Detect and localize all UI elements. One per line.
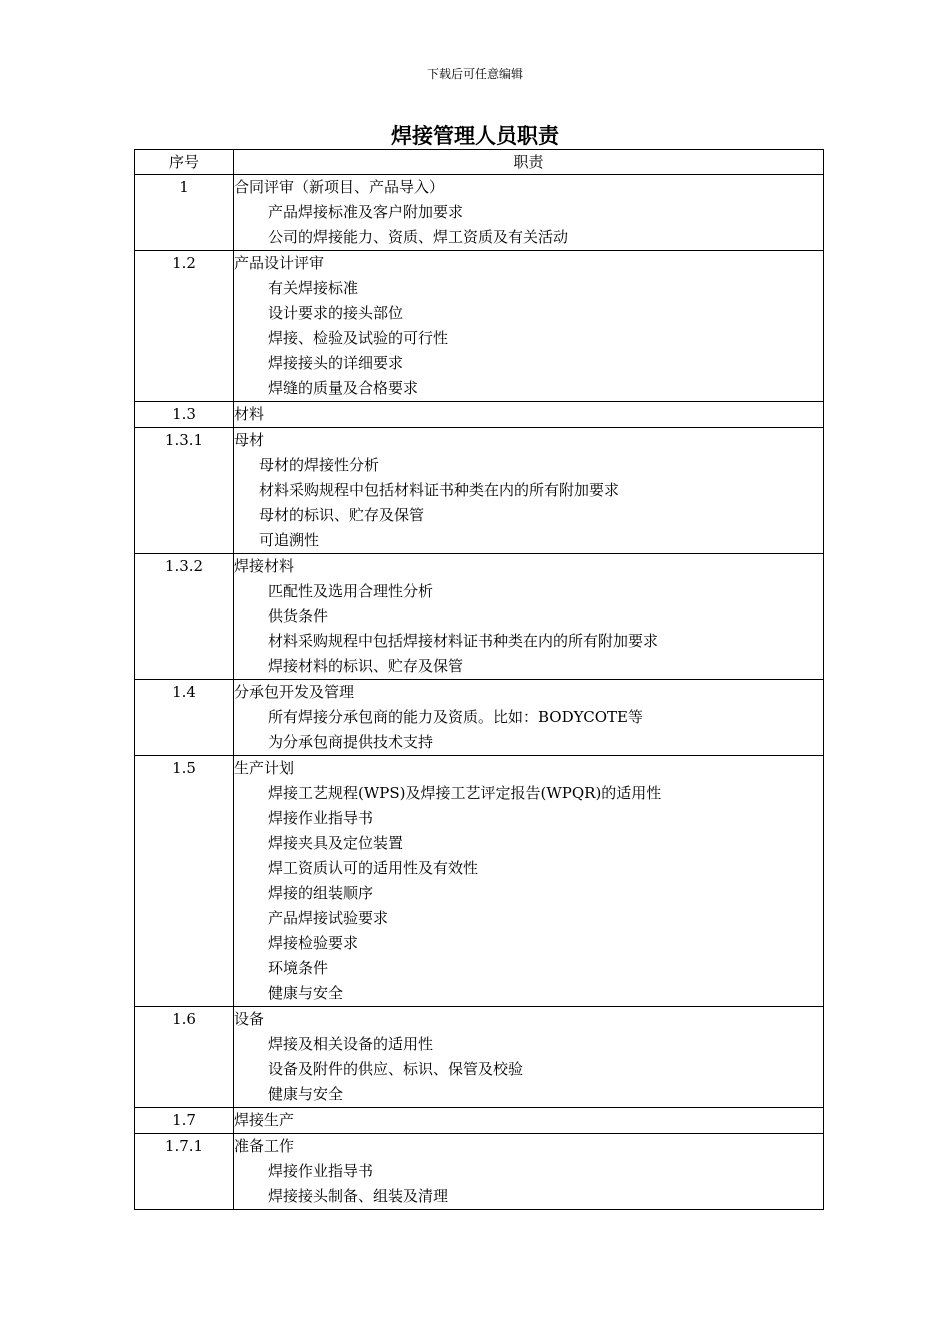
duty-item: 匹配性及选用合理性分析 [268,582,434,600]
table-row [135,1134,824,1210]
duty-item: 设计要求的接头部位 [268,304,404,322]
row-number: 1.4 [135,680,234,756]
row-content [234,402,824,428]
duty-item: 焊接作业指导书 [268,809,374,827]
duty-item: 健康与安全 [268,984,344,1002]
row-content [234,175,824,251]
duty-item: 为分承包商提供技术支持 [268,733,434,751]
column-header-duty: 职责 [234,150,824,175]
duty-heading: 设备 [234,1010,265,1028]
row-number: 1.5 [135,756,234,1007]
table-header-row [135,150,824,175]
duty-item: 焊接材料的标识、贮存及保管 [268,657,464,675]
duty-heading: 准备工作 [234,1137,295,1155]
table-row [135,175,824,251]
duty-heading: 产品设计评审 [234,254,325,272]
duty-heading: 焊接生产 [234,1111,295,1129]
row-number: 1.7.1 [135,1134,234,1210]
duty-item: 焊接作业指导书 [268,1162,374,1180]
duty-heading: 分承包开发及管理 [234,683,355,701]
duty-heading: 生产计划 [234,759,295,777]
table-row [135,251,824,402]
table-row [135,428,824,554]
duty-item: 产品焊接标准及客户附加要求 [268,203,464,221]
duty-item: 焊接的组装顺序 [268,884,374,902]
table-row [135,756,824,1007]
row-number: 1.3.2 [135,554,234,680]
duty-item: 焊缝的质量及合格要求 [268,379,419,397]
row-number: 1.2 [135,251,234,402]
table-row [135,554,824,680]
duty-heading: 合同评审（新项目、产品导入） [234,178,445,196]
row-content [234,554,824,680]
duty-item: 焊接及相关设备的适用性 [268,1035,434,1053]
table-row [135,680,824,756]
duty-item: 焊接接头制备、组装及清理 [268,1187,449,1205]
duty-item: 焊接检验要求 [268,934,359,952]
duty-item: 健康与安全 [268,1085,344,1103]
duty-item: 有关焊接标准 [268,279,359,297]
duty-item: 焊接工艺规程(WPS)及焊接工艺评定报告(WPQR)的适用性 [268,784,662,802]
duty-item: 公司的焊接能力、资质、焊工资质及有关活动 [268,228,569,246]
duty-heading: 焊接材料 [234,557,295,575]
duty-item: 材料采购规程中包括材料证书种类在内的所有附加要求 [259,481,620,499]
duty-heading: 母材 [234,431,265,449]
row-content [234,1134,824,1210]
table-row [135,1108,824,1134]
duty-item: 焊工资质认可的适用性及有效性 [268,859,479,877]
duty-item: 所有焊接分承包商的能力及资质。比如：BODYCOTE等 [268,708,643,726]
row-number: 1.3 [135,402,234,428]
row-number: 1 [135,175,234,251]
row-number: 1.6 [135,1007,234,1108]
duty-item: 可追溯性 [259,531,320,549]
duty-item: 供货条件 [268,607,329,625]
row-content [234,1007,824,1108]
table-row [135,1007,824,1108]
duties-table [134,149,824,1210]
row-content [234,428,824,554]
row-number: 1.3.1 [135,428,234,554]
table-row [135,402,824,428]
duty-item: 焊接接头的详细要求 [268,354,404,372]
row-content [234,756,824,1007]
duty-item: 母材的标识、贮存及保管 [259,506,425,524]
row-content [234,1108,824,1134]
duty-item: 焊接、检验及试验的可行性 [268,329,449,347]
duty-item: 材料采购规程中包括焊接材料证书种类在内的所有附加要求 [268,632,659,650]
document-title: 焊接管理人员职责 [391,123,559,148]
duty-item: 产品焊接试验要求 [268,909,389,927]
duty-item: 母材的焊接性分析 [259,456,380,474]
duty-item: 焊接夹具及定位装置 [268,834,404,852]
table-body [135,175,824,1210]
row-content [234,251,824,402]
column-header-number: 序号 [135,150,234,175]
row-number: 1.7 [135,1108,234,1134]
duty-item: 环境条件 [268,959,329,977]
header-note: 下载后可任意编辑 [426,67,523,81]
duty-item: 设备及附件的供应、标识、保管及校验 [268,1060,524,1078]
row-content [234,680,824,756]
duty-heading: 材料 [234,405,265,423]
